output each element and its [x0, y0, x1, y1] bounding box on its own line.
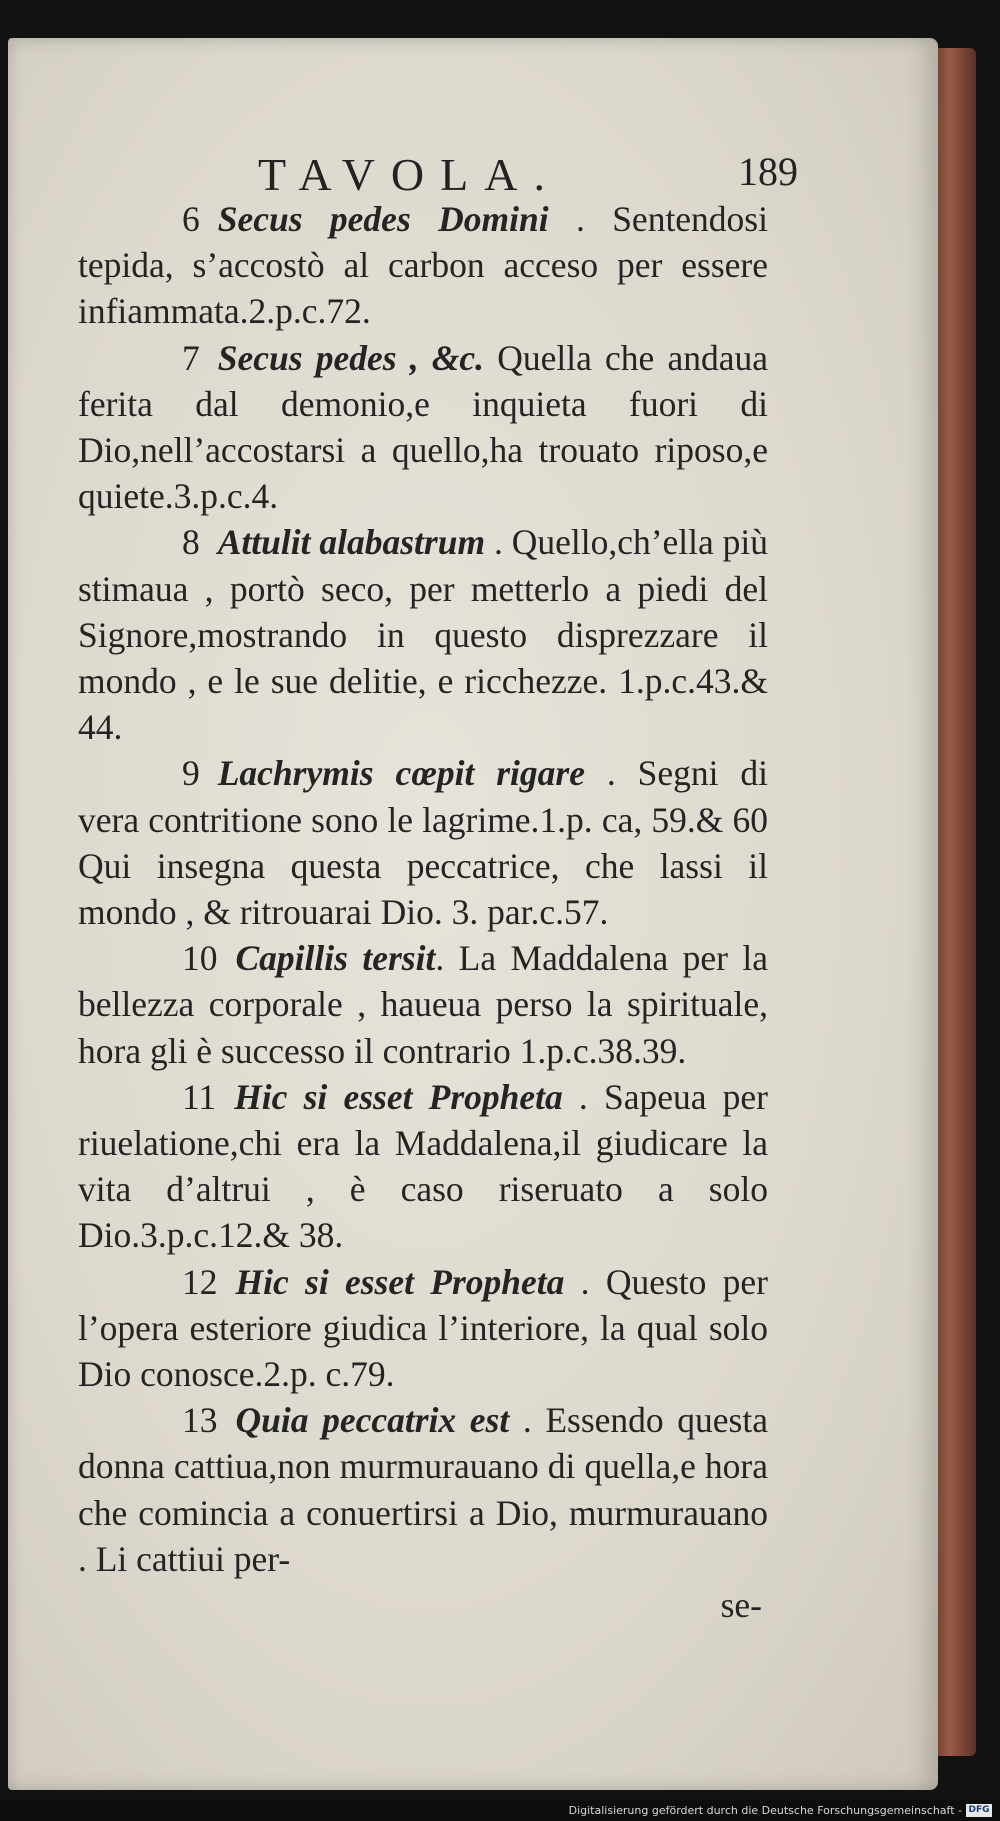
- entry-lemma: Quia peccatrix est: [235, 1400, 510, 1441]
- entry-text: Quella che andaua ferita dal demonio,e inquieta fuori di Dio,nell’accostarsi a quello,ha trouato riposo,e quiete.3.p.c.4.: [78, 337, 768, 517]
- running-title: TAVOLA.: [258, 149, 561, 200]
- entry-number: 10: [182, 938, 218, 979]
- index-entry: [78, 1259, 768, 1398]
- funding-credit: Digitalisierung gefördert durch die Deutsche Forschungsgemeinschaft -: [568, 1804, 962, 1817]
- entry-lemma: Lachrymis cœpit rigare: [217, 753, 585, 794]
- book-page: [8, 38, 938, 1790]
- index-text: [78, 196, 768, 1628]
- entry-number: 8: [182, 522, 200, 563]
- index-entry: [78, 519, 768, 750]
- entry-number: 12: [182, 1261, 218, 1302]
- entry-lemma: Hic si esset Propheta: [235, 1261, 565, 1302]
- entry-number: 9: [182, 753, 200, 794]
- catchword: se-: [720, 1585, 762, 1626]
- page-edge: [932, 48, 976, 1756]
- digitization-footer: [0, 1800, 1000, 1821]
- entry-lemma: Secus pedes Domini: [217, 199, 549, 239]
- entry-text: . Quello,ch’ella più stimaua , portò seco, per metterlo a piedi del Signore,mostrando in questo disprezzare il mondo , e le sue delitie, e ricchezze. 1.p.c.43.& 44.: [78, 522, 769, 748]
- page-number: 189: [738, 149, 798, 194]
- entry-number: 11: [182, 1076, 217, 1117]
- index-entry: [78, 750, 768, 935]
- entry-number: 13: [182, 1400, 218, 1441]
- entry-lemma: Hic si esset Propheta: [234, 1076, 563, 1117]
- entry-number: 6: [182, 199, 200, 239]
- index-entry: [78, 1397, 768, 1582]
- index-entry: [78, 196, 768, 335]
- entry-text: . Sapeua per riuelatione,chi era la Maddalena,il giudicare la vita d’altrui , è caso riseruato a solo Dio.3.p.c.12.& 38.: [78, 1076, 768, 1256]
- entry-text: . Sentendosi tepida, s’accostò al carbon acceso per essere infiammata.2.p.c.72.: [78, 199, 768, 332]
- entry-text: . La Maddalena per la bellezza corporale , haueua perso la spirituale, hora gli è successo il contrario 1.p.c.38.39.: [78, 938, 768, 1071]
- entry-number: 7: [182, 337, 200, 378]
- index-entry: [78, 335, 768, 520]
- entry-text: . Segni di vera contritione sono le lagrime.1.p. ca, 59.& 60 Qui insegna questa peccatrice, che lassi il mondo , & ritrouarai Dio. 3. par.c.57.: [78, 753, 769, 933]
- entry-lemma: Secus pedes , &c.: [217, 337, 485, 378]
- index-entry: [78, 1074, 768, 1259]
- entry-text: . Essendo questa donna cattiua,non murmurauano di quella,e hora che comincia a conuertirsi a Dio, murmurauano . Li cattiui per-: [78, 1400, 768, 1579]
- entry-lemma: Capillis tersit: [235, 938, 436, 979]
- index-entry: [78, 935, 768, 1074]
- dfg-logo: DFG: [966, 1804, 992, 1817]
- entry-text: . Questo per l’opera esteriore giudica l’interiore, la qual solo Dio conosce.2.p. c.79.: [78, 1261, 768, 1395]
- entry-lemma: Attulit alabastrum: [217, 522, 486, 563]
